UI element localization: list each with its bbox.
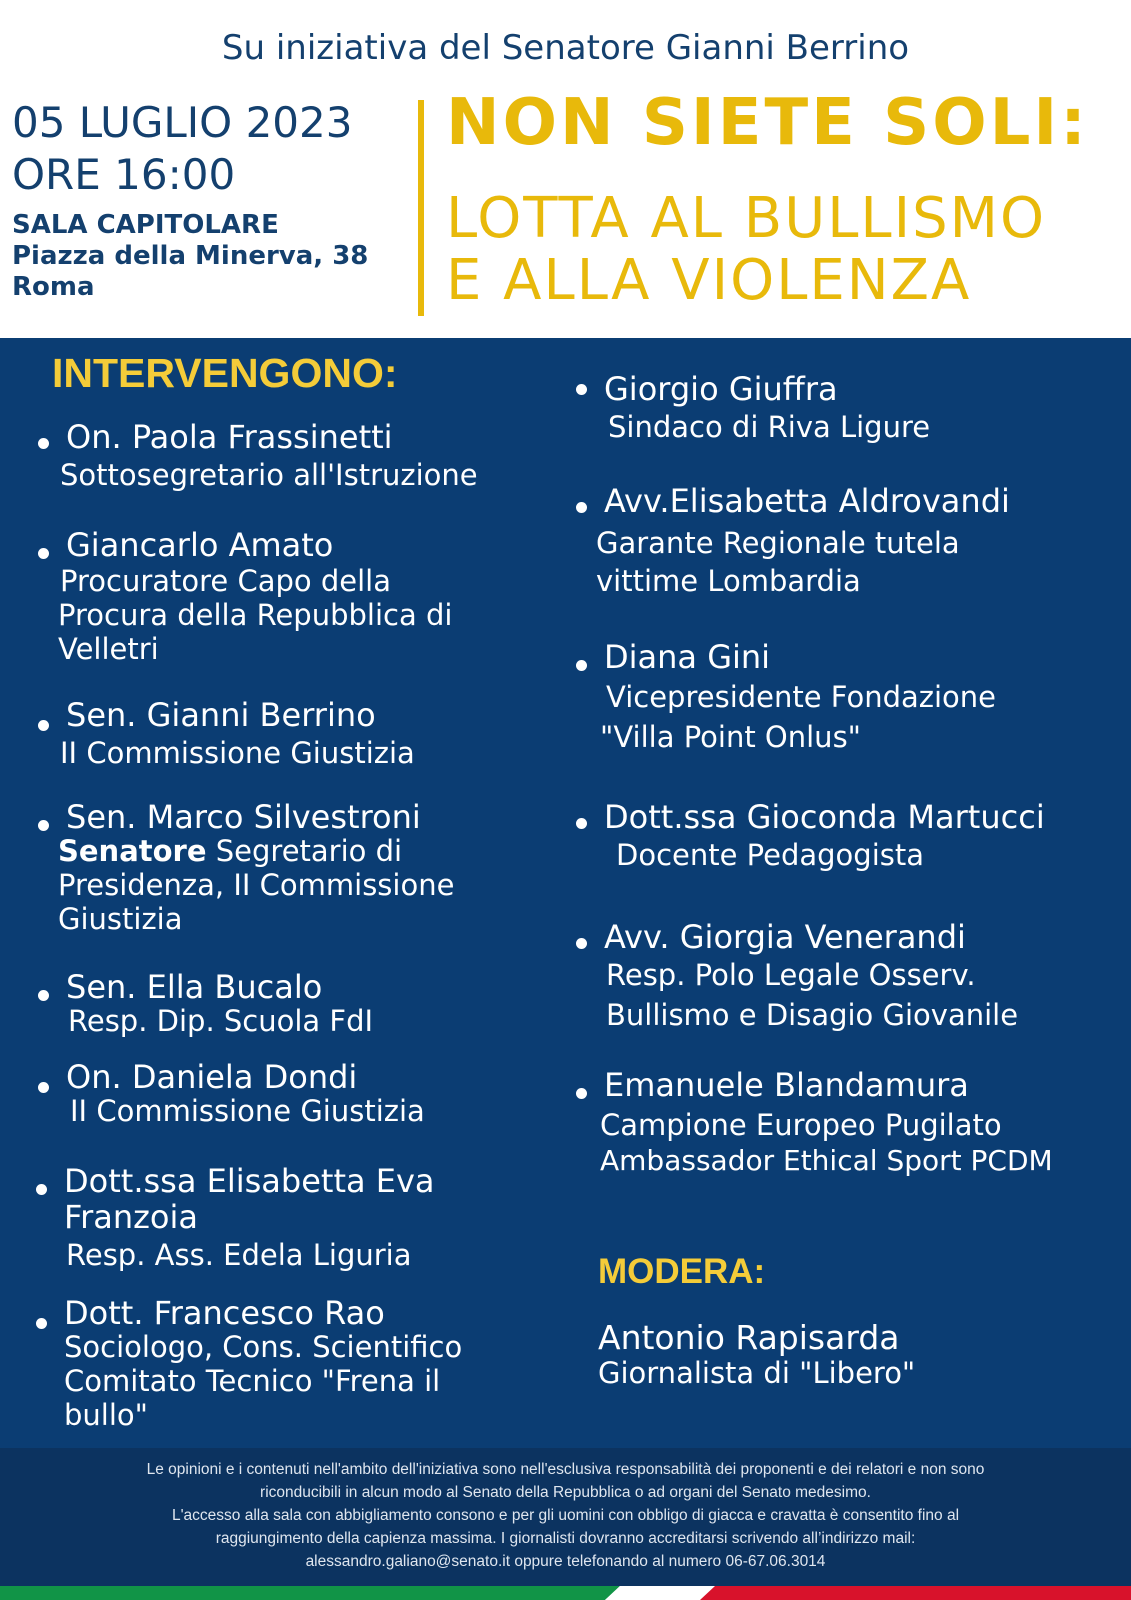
speaker-role: Sociologo, Cons. Scientifico xyxy=(64,1330,463,1364)
speaker-name: Diana Gini xyxy=(604,638,771,676)
event-subtitle-line1: LOTTA AL BULLISMO xyxy=(446,186,1047,251)
speaker-name: Sen. Ella Bucalo xyxy=(66,968,323,1006)
speaker-role: Campione Europeo Pugilato xyxy=(600,1108,1002,1142)
speaker-name: Sen. Marco Silvestroni xyxy=(66,798,421,836)
bullet-icon xyxy=(576,818,587,829)
event-address: Piazza della Minerva, 38 xyxy=(12,241,369,271)
event-title: NON SIETE SOLI: xyxy=(446,86,1089,160)
speaker-role: Bullismo e Disagio Giovanile xyxy=(606,998,1019,1032)
divider-bar xyxy=(418,100,424,316)
speaker-role: vittime Lombardia xyxy=(596,564,861,598)
speaker-name: Dott. Francesco Rao xyxy=(64,1294,385,1332)
speaker-role: Procura della Repubblica di xyxy=(58,598,453,632)
speaker-name: On. Paola Frassinetti xyxy=(66,418,393,456)
bullet-icon xyxy=(38,820,49,831)
speaker-role: Sottosegretario all'Istruzione xyxy=(60,458,478,492)
speaker-role: Resp. Ass. Edela Liguria xyxy=(66,1238,412,1272)
speaker-name: Sen. Gianni Berrino xyxy=(66,696,376,734)
speaker-role: II Commissione Giustizia xyxy=(70,1094,425,1128)
speaker-name: Avv. Giorgia Venerandi xyxy=(604,918,966,956)
speaker-role: Resp. Dip. Scuola FdI xyxy=(68,1004,374,1038)
speaker-role: "Villa Point Onlus" xyxy=(600,720,862,754)
bullet-icon xyxy=(576,660,587,671)
speaker-role: Vicepresidente Fondazione xyxy=(606,680,996,714)
bullet-icon xyxy=(38,720,49,731)
speaker-name: Emanuele Blandamura xyxy=(604,1066,969,1104)
speaker-role: Ambassador Ethical Sport PCDM xyxy=(600,1144,1053,1177)
event-time: ORE 16:00 xyxy=(12,150,236,199)
speaker-name: Dott.ssa Gioconda Martucci xyxy=(604,798,1045,836)
speaker-role: Docente Pedagogista xyxy=(616,838,925,872)
speaker-role xyxy=(58,834,402,868)
initiative-text: Su iniziativa del Senatore Gianni Berrino xyxy=(221,28,910,68)
speaker-name-continued: Franzoia xyxy=(64,1198,198,1236)
speaker-role: Sindaco di Riva Ligure xyxy=(608,410,931,444)
speaker-name: Avv.Elisabetta Aldrovandi xyxy=(604,482,1010,520)
bullet-icon xyxy=(36,1184,47,1195)
event-city: Roma xyxy=(12,272,95,302)
bullet-icon xyxy=(36,1318,47,1329)
bullet-icon xyxy=(38,438,49,449)
speakers-panel xyxy=(0,338,1131,1448)
speaker-role-rest: Segretario di xyxy=(206,834,403,868)
bullet-icon xyxy=(38,990,49,1001)
disclaimer-line: Le opinioni e i contenuti nell'ambito dell'iniziativa sono nell'esclusiva responsabilità dei proponenti e dei relatori e non sono xyxy=(146,1461,985,1478)
speaker-role: Comitato Tecnico "Frena il xyxy=(64,1364,441,1398)
access-info-line: L'accesso alla sala con abbigliamento consono e per gli uomini con obbligo di giacca e cravatta è consentito fino al xyxy=(171,1507,960,1524)
speaker-role: Procuratore Capo della xyxy=(60,564,392,598)
speaker-role-bold: Senatore xyxy=(58,834,207,868)
speaker-role: bullo" xyxy=(64,1398,148,1432)
bullet-icon xyxy=(38,1082,49,1093)
moderator-name: Antonio Rapisarda xyxy=(598,1318,900,1357)
contact-info-line: alessandro.galiano@senato.it oppure telefonando al numero 06-67.06.3014 xyxy=(305,1553,826,1570)
speaker-name: On. Daniela Dondi xyxy=(66,1058,358,1096)
disclaimer-footer xyxy=(0,1448,1131,1586)
bullet-icon xyxy=(576,502,587,513)
speaker-role: Garante Regionale tutela xyxy=(596,526,960,560)
speaker-role: Resp. Polo Legale Osserv. xyxy=(606,958,976,992)
speaker-name: Dott.ssa Elisabetta Eva xyxy=(64,1162,435,1200)
event-venue: SALA CAPITOLARE xyxy=(12,210,279,240)
speaker-role: II Commissione Giustizia xyxy=(60,736,415,770)
speakers-heading: INTERVENGONO: xyxy=(52,350,398,396)
event-subtitle-line2: E ALLA VIOLENZA xyxy=(446,248,972,313)
speaker-name: Giorgio Giuffra xyxy=(604,370,838,408)
speaker-role: Velletri xyxy=(58,632,159,666)
bullet-icon xyxy=(576,1088,587,1099)
speaker-role: Presidenza, II Commissione xyxy=(58,868,455,902)
moderator-role: Giornalista di "Libero" xyxy=(598,1356,916,1390)
access-info-line: raggiungimento della capienza massima. I giornalisti dovranno accreditarsi scrivendo all’indirizzo mail: xyxy=(215,1530,916,1547)
event-date: 05 LUGLIO 2023 xyxy=(12,98,353,147)
bullet-icon xyxy=(576,938,587,949)
disclaimer-line: riconducibili in alcun modo al Senato della Repubblica o ad organi del Senato medesimo. xyxy=(260,1484,871,1501)
moderator-heading: MODERA: xyxy=(598,1252,766,1291)
speaker-name: Giancarlo Amato xyxy=(66,526,334,564)
bullet-icon xyxy=(576,384,587,395)
bullet-icon xyxy=(38,548,49,559)
italian-flag-stripe-bottom xyxy=(0,1586,1131,1600)
header-section xyxy=(0,0,1131,338)
speaker-role: Giustizia xyxy=(58,902,183,936)
